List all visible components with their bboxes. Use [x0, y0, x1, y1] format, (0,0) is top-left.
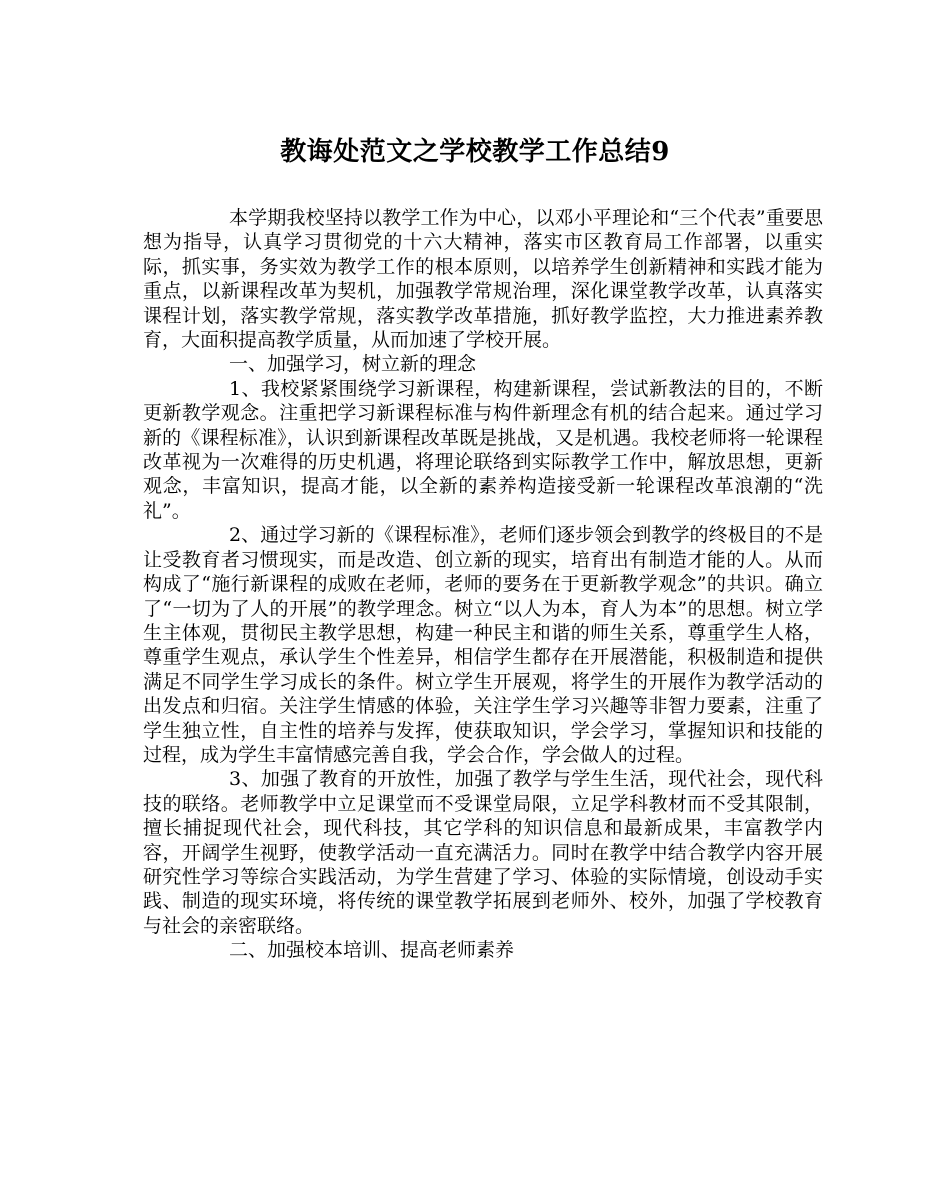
intro-paragraph: 本学期我校坚持以教学工作为中心，以邓小平理论和“三个代表”重要思想为指导，认真学习贯彻党的十六大精神，落实市区教育局工作部署，以重实际，抓实事，务实效为教学工作的根本原则，以培养学生创新精神和实践才能为重点，以新课程改革为契机，加强教学常规治理，深化课堂教学改革，认真落实课程计划，落实教学常规，落实教学改革措施，抓好教学监控，大力推进素养教育，大面积提高教学质量，从而加速了学校开展。: [143, 207, 823, 352]
body-paragraph-1: 1、我校紧紧围绕学习新课程，构建新课程，尝试新教法的目的，不断更新教学观念。注重把学习新课程标准与构件新理念有机的结合起来。通过学习新的《课程标准》，认识到新课程改革既是挑战，又是机遇。我校老师将一轮课程改革视为一次难得的历史机遇，将理论联络到实际教学工作中，解放思想，更新观念，丰富知识，提高才能，以全新的素养构造接受新一轮课程改革浪潮的“洗礼”。: [143, 377, 823, 522]
body-paragraph-3: 3、加强了教育的开放性，加强了教学与学生生活，现代社会，现代科技的联络。老师教学中立足课堂而不受课堂局限，立足学科教材而不受其限制，擅长捕捉现代社会，现代科技，其它学科的知识信息和最新成果，丰富教学内容，开阔学生视野，使教学活动一直充满活力。同时在教学中结合教学内容开展研究性学习等综合实践活动，为学生营建了学习、体验的实际情境，创设动手实践、制造的现实环境，将传统的课堂教学拓展到老师外、校外，加强了学校教育与社会的亲密联络。: [143, 768, 823, 937]
document-body: [143, 206, 823, 963]
body-paragraph-2: 2、通过学习新的《课程标准》，老师们逐步领会到教学的终极目的不是让受教育者习惯现实，而是改造、创立新的现实，培育出有制造才能的人。从而构成了“施行新课程的成败在老师，老师的要务在于更新教学观念”的共识。确立了“一切为了人的开展”的教学理念。树立“以人为本，育人为本”的思想。树立学生主体观，贯彻民主教学思想，构建一种民主和谐的师生关系，尊重学生人格，尊重学生观点，承认学生个性差异，相信学生都存在开展潜能，积极制造和提供满足不同学生学习成长的条件。树立学生开展观，将学生的开展作为教学活动的出发点和归宿。关注学生情感的体验，关注学生学习兴趣等非智力要素，注重了学生独立性，自主性的培养与发挥，使获取知识，学会学习，掌握知识和技能的过程，成为学生丰富情感完善自我，学会合作，学会做人的过程。: [143, 524, 823, 766]
document-title: 教诲处范文之学校教学工作总结9: [280, 137, 670, 167]
section-heading-1: 一、加强学习，树立新的理念: [229, 353, 477, 376]
section-heading-2: 二、加强校本培训、提高老师素养: [229, 939, 515, 962]
